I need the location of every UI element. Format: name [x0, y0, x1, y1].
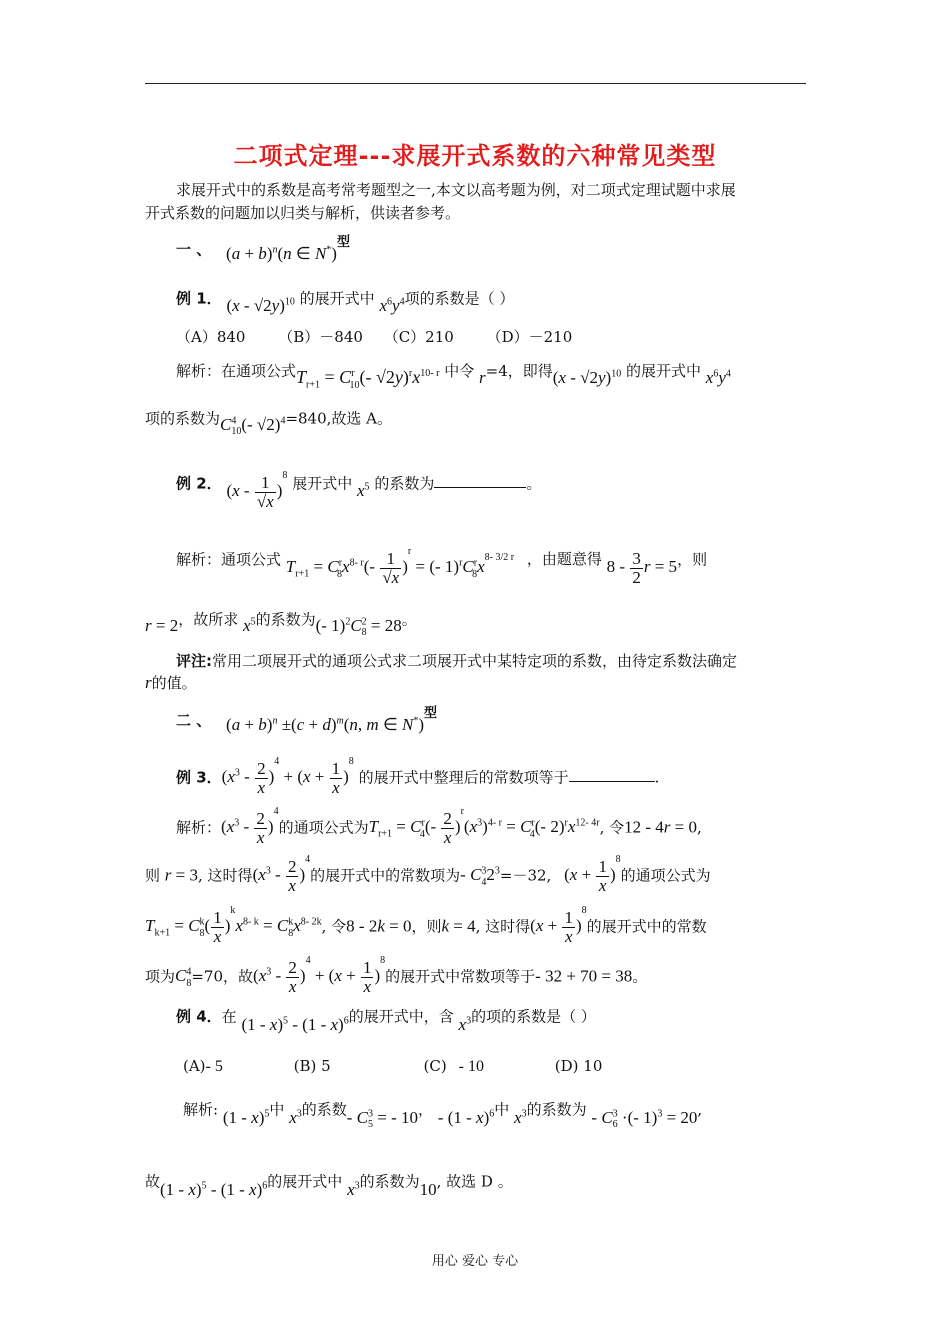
- example-2-solution-line-2: [145, 606, 417, 637]
- solution-3-general-term-2: $T_{k+1} = C^k_8$( $\frac{1}{x}$ )$^kx^{8- k} = C^k_8x^{8- 2k}$: [145, 904, 322, 946]
- solution-3-text-6: 的通项公式为: [620, 866, 711, 885]
- page-footer: 用心 爱心 专心: [431, 1254, 519, 1269]
- solution-3-text-7: , 令: [321, 917, 347, 936]
- solution-2-text-2: ，则: [677, 550, 708, 569]
- solution-4-value-2: - $C^3_6$ ·(- 1)$^3$ = 20: [591, 1107, 698, 1131]
- solution-3-text-12: 的展开式中常数项等于: [385, 967, 536, 986]
- example-4-solution-line-2: [145, 1168, 513, 1199]
- section-1-heading: [176, 236, 350, 262]
- example-1-text: 的展开式中: [299, 289, 375, 308]
- solution-2-value: (- $1)^2C^2_8 = 28$: [315, 615, 402, 639]
- solution-3-equation-1: 12 - 4r = 0: [624, 817, 697, 837]
- solution-4-text-4: 的系数为: [526, 1100, 587, 1119]
- example-1-options: [176, 327, 572, 347]
- option-4a-value: - 5: [205, 1058, 223, 1075]
- solution-2-end: 。: [401, 610, 417, 629]
- header-rule: [145, 83, 806, 84]
- solution-2-equation: 8 - $\frac{3}{2}$ r = 5: [606, 549, 678, 587]
- solution-4-text-1: 中: [269, 1100, 285, 1119]
- solution-1-text-2: =4，即得: [485, 362, 553, 380]
- solution-2-general-term: $T_{r+1} = C^r_8x^{8- r}(-$ $\frac{1}{√x}$ )$^r$ = (- $1)^rC^r_8x^{8- 3/2 r}$: [285, 545, 515, 587]
- solution-1-r: r: [479, 368, 486, 387]
- solution-3-label: 解析：: [176, 818, 222, 837]
- solution-3-value-2: =70，故: [191, 967, 254, 986]
- solution-1-label: 解析：在通项公式: [176, 362, 297, 380]
- example-2-term: $x^5$: [356, 481, 370, 501]
- solution-2-text-4: 的系数为: [255, 610, 316, 629]
- solution-2-r-value: r = 2: [145, 615, 179, 635]
- example-1-expr: (x - √2y)$^{10}$: [226, 295, 295, 315]
- comment-text: 常用二项展开式的通项公式求二项展开式中某特定项的系数，由待定系数法确定: [212, 652, 738, 670]
- example-1-label: 例 1．: [176, 289, 222, 308]
- option-4c-value: - 10: [458, 1058, 484, 1075]
- comment-line-1: [176, 651, 737, 671]
- example-2-solution: [176, 542, 708, 587]
- solution-3-text-8: ，则: [411, 917, 442, 936]
- solution-3-final: - 32 + 70 = 38: [535, 966, 633, 986]
- solution-3-text-4: , 这时得: [198, 866, 253, 885]
- example-2-question: [176, 466, 542, 511]
- comment-label: 评注:: [176, 652, 212, 670]
- solution-4-text-6: 的展开式中: [267, 1172, 343, 1191]
- solution-4-label: 解析:: [183, 1100, 219, 1119]
- section-2-type: 型: [424, 705, 438, 721]
- example-1-question: [176, 285, 515, 315]
- solution-1-expr: (x - √2y)$^{10}$: [552, 368, 622, 387]
- solution-3-expr-4: (x + $\frac{1}{x}$ )$^8$: [530, 904, 587, 946]
- solution-3-text-5: 的展开式中的常数项为: [310, 866, 461, 885]
- solution-1-answer: =840,故选 A。: [285, 409, 393, 428]
- example-4-text-3: 的项的系数是（ ）: [471, 1007, 596, 1026]
- solution-3-end: 。: [632, 967, 648, 986]
- example-4-text: 在: [221, 1007, 237, 1026]
- solution-1-text-3: 的展开式中: [625, 362, 701, 380]
- section-1-formula: $(a + b)^n(n$ ∈ N*): [226, 243, 337, 263]
- solution-4-expr-3: (1 - x)$^5$ - (1 - x)$^6$: [160, 1179, 268, 1199]
- option-4a: (A): [183, 1057, 206, 1075]
- option-4b: (B) 5: [293, 1057, 331, 1075]
- example-4-solution: 解析: (1 - x)$^5$中 $x^3$的系数- $C^3_5$ = - 10， - (1 - x)$^6$中 $x^3$的系数为 - $C^3_6$ ·(- 1)$^3$ = 20,: [183, 1100, 703, 1131]
- solution-4-answer: , 故选 D 。: [436, 1172, 513, 1191]
- example-3-text: 的展开式中整理后的常数项等于: [358, 768, 569, 787]
- solution-4-term-2: $x^3$: [514, 1107, 527, 1127]
- solution-1-general-term: $T_{r+1} = C^r_{10}(-$ $√2y)^rx^{10- r}$: [296, 367, 440, 391]
- solution-2-term: $x^5$: [243, 615, 256, 635]
- example-3-end: .: [654, 768, 660, 787]
- solution-4-expr-1: (1 - x)$^5$: [222, 1107, 270, 1127]
- example-3-solution-line-4: [145, 954, 648, 996]
- solution-4-text-7: 的系数为: [359, 1172, 420, 1191]
- solution-3-expr-3: (x + $\frac{1}{x}$ )$^8$: [564, 853, 621, 895]
- example-4-text-2: 的展开式中，含: [348, 1007, 454, 1026]
- option-4d: (D) 10: [554, 1057, 603, 1075]
- section-2-label: 二 、: [176, 711, 212, 730]
- intro-line-2: 开式系数的问题加以归类与解析，供读者参考。: [145, 204, 461, 222]
- solution-3-equation-2: 8 - 2k = 0: [346, 916, 412, 936]
- example-2-label: 例 2．: [176, 474, 222, 493]
- solution-3-expr-2: ($x^3$ - $\frac{2}{x}$ )$^4$: [252, 853, 311, 895]
- section-1-type: 型: [336, 234, 350, 250]
- example-3-label: 例 3．: [176, 768, 222, 787]
- solution-3-text-1: 的通项公式为: [278, 818, 369, 837]
- example-2-text-2: 的系数为: [374, 474, 435, 493]
- option-c: （C）210: [383, 328, 454, 346]
- solution-1-value-expr: $C^4_{10}(-$ √2)$^4$: [220, 414, 286, 438]
- solution-2-label: 解析：通项公式: [176, 550, 282, 569]
- comment-r: r: [145, 673, 152, 692]
- solution-3-expr-1: ($x^3$ - $\frac{2}{x}$ )$^4$: [221, 805, 279, 847]
- example-4-options: [183, 1056, 602, 1077]
- solution-4-text-5: 故: [145, 1172, 161, 1191]
- example-4-term: $x^3$: [458, 1014, 472, 1034]
- option-4c: (C): [423, 1057, 447, 1075]
- example-4-expr: (1 - x)$^5$ - (1 - x)$^6$: [241, 1014, 349, 1034]
- solution-4-value-1: - $C^3_5$ = - 10: [346, 1107, 419, 1131]
- intro-line-1: 求展开式中的系数是高考常考题型之一,本文以高考题为例，对二项式定理试题中求展: [176, 181, 736, 199]
- example-2-text: 展开式中: [292, 474, 353, 493]
- solution-3-constant-1: - $C^3_42^3$: [460, 865, 500, 888]
- solution-3-general-term: $T_{r+1} = C^r_4(-$ $\frac{2}{x}$ )$^r(x^3)^{4- r} = C^r_4(-$ $2)^rx^{12- 4r}$: [368, 805, 600, 847]
- example-4-question: [176, 1003, 596, 1034]
- example-1-text-2: 项的系数是（ ）: [404, 289, 515, 308]
- page-title: 二项式定理---求展开式系数的六种常见类型: [233, 142, 717, 170]
- solution-1-term: $x^6y^4$: [705, 368, 731, 387]
- solution-4-expr-2: - (1 - x)$^6$: [437, 1107, 495, 1127]
- solution-3-expr-5: ($x^3$ - $\frac{2}{x}$ )$^4$ + (x + $\frac{1}{x}$ )$^8$: [253, 954, 386, 996]
- example-1-solution: [176, 357, 731, 389]
- comment-text-2: 的值。: [151, 674, 197, 692]
- solution-3-text-9: , 这时得: [475, 917, 531, 936]
- example-3-expr: ($x^3$ - $\frac{2}{x}$ )$^4$ + (x + $\frac{1}{x}$ )$^8$: [221, 755, 354, 797]
- example-3-solution-line-2: [145, 853, 711, 895]
- solution-1-text-1: 中令: [444, 362, 475, 380]
- solution-3-text-2: , 令: [599, 818, 625, 837]
- solution-3-text-10: 的展开式中的常数: [586, 917, 707, 936]
- example-2-answer-blank: [434, 473, 526, 488]
- option-a: （A）840: [176, 328, 246, 346]
- comment-line-2: [145, 673, 197, 693]
- example-3-question: [176, 755, 660, 797]
- example-3-solution: 解析：($x^3$ - $\frac{2}{x}$ )$^4$的通项公式为$T_{r+1} = C^r_4(-$ $\frac{2}{x}$ )$^r(x^3)^{4- r} = C^r_4(-$ $2)^rx^{12- 4r}$, 令12 - 4r = 0,: [176, 805, 702, 847]
- solution-4-value-3: 10: [419, 1179, 437, 1199]
- solution-3-value-1: =－32,: [499, 866, 552, 885]
- solution-2-text-3: ，故所求: [178, 610, 239, 629]
- solution-3-text-11: 项为: [145, 967, 176, 986]
- section-1-label: 一 、: [176, 240, 212, 259]
- example-3-solution-line-3: [145, 904, 707, 946]
- solution-1-text-4: 项的系数为: [145, 409, 221, 428]
- solution-3-k-value: k = 4: [441, 916, 476, 936]
- solution-3-r-value: r = 3: [164, 865, 199, 885]
- option-d: （D）－210: [486, 328, 573, 346]
- section-2-formula: $(a + b)^n \pm(c + d)^m(n$, m ∈ N*): [226, 714, 425, 734]
- solution-4-term-3: $x^3$: [347, 1179, 360, 1199]
- solution-2-text-1: ，由题意得: [526, 550, 602, 569]
- solution-3-text-3: 则: [145, 866, 161, 885]
- example-2-end: 。: [526, 474, 542, 493]
- example-1-term: $x^6y^4$: [379, 295, 405, 315]
- example-2-expr: (x - $\frac{1}{√x}$ )$^8$: [226, 469, 288, 511]
- solution-4-term-1: $x^3$: [289, 1107, 302, 1127]
- solution-4-text-2: 的系数: [301, 1100, 347, 1119]
- section-2-heading: [176, 707, 437, 733]
- example-4-label: 例 4．: [176, 1007, 222, 1026]
- solution-3-constant-2: $C^4_8$: [175, 966, 192, 989]
- example-1-solution-line-2: [145, 405, 392, 436]
- example-3-answer-blank: [569, 767, 655, 782]
- option-b: （B）－840: [278, 328, 363, 346]
- solution-4-text-3: 中: [494, 1100, 510, 1119]
